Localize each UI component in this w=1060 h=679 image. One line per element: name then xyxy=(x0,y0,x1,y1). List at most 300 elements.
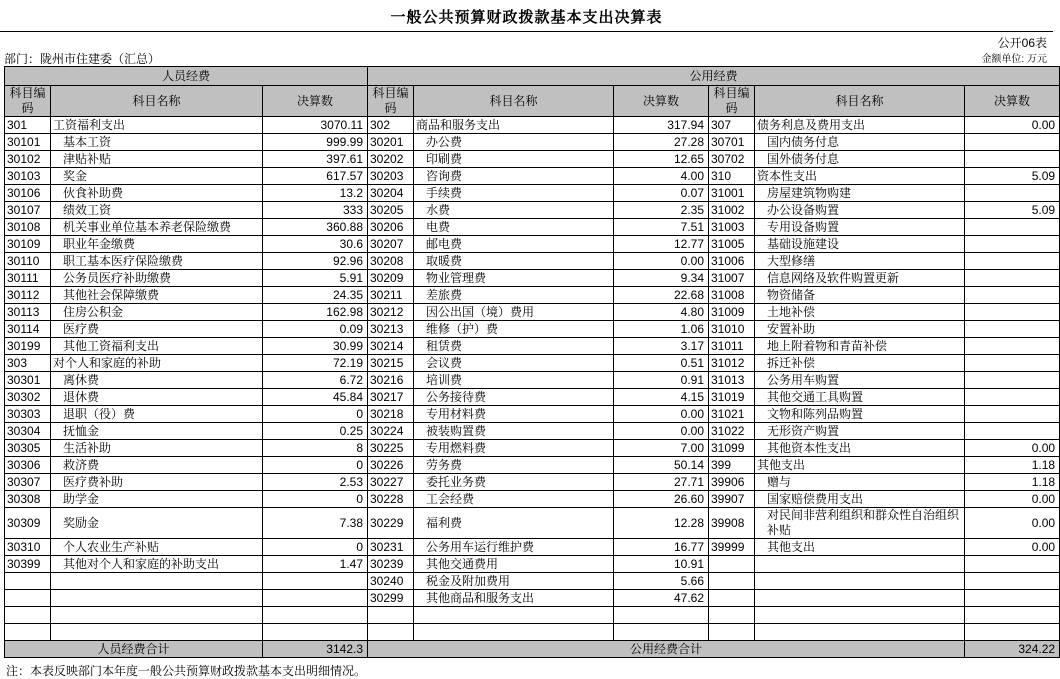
cell-name: 大型修缮 xyxy=(755,253,965,270)
cell-code xyxy=(5,624,51,641)
table-row xyxy=(5,304,1060,321)
group-header-personnel: 人员经费 xyxy=(5,67,368,86)
cell-code: 30199 xyxy=(5,338,51,355)
cell-value: 1.18 xyxy=(965,474,1060,491)
cell-name: 住房公积金 xyxy=(51,304,263,321)
cell-code: 301 xyxy=(5,117,51,134)
cell-value xyxy=(965,624,1060,641)
cell-code: 30113 xyxy=(5,304,51,321)
cell-value xyxy=(965,590,1060,607)
cell-code xyxy=(709,590,755,607)
cell-code: 30201 xyxy=(368,134,414,151)
cell-value xyxy=(965,185,1060,202)
cell-value: 72.19 xyxy=(263,355,368,372)
cell-code: 30310 xyxy=(5,539,51,556)
cell-name: 维修（护）费 xyxy=(414,321,614,338)
group-header-public: 公用经费 xyxy=(368,67,1060,86)
cell-name: 公务员医疗补助缴费 xyxy=(51,270,263,287)
cell-code: 39906 xyxy=(709,474,755,491)
col-header-name: 科目名称 xyxy=(414,86,614,117)
table-row xyxy=(5,219,1060,236)
cell-code: 30212 xyxy=(368,304,414,321)
personnel-total-value: 3142.3 xyxy=(263,641,368,658)
cell-value: 12.28 xyxy=(614,508,709,539)
cell-value: 9.34 xyxy=(614,270,709,287)
cell-value: 0.25 xyxy=(263,423,368,440)
cell-value: 0 xyxy=(263,406,368,423)
cell-name: 生活补助 xyxy=(51,440,263,457)
cell-code: 30102 xyxy=(5,151,51,168)
cell-value xyxy=(965,389,1060,406)
cell-value: 10.91 xyxy=(614,556,709,573)
cell-code: 30112 xyxy=(5,287,51,304)
cell-name: 奖励金 xyxy=(51,508,263,539)
cell-name: 公务用车购置 xyxy=(755,372,965,389)
cell-value: 1.06 xyxy=(614,321,709,338)
cell-value: 12.77 xyxy=(614,236,709,253)
cell-code: 30240 xyxy=(368,573,414,590)
cell-name: 咨询费 xyxy=(414,168,614,185)
cell-value: 1.18 xyxy=(965,457,1060,474)
cell-name: 职工基本医疗保险缴费 xyxy=(51,253,263,270)
cell-code xyxy=(709,556,755,573)
cell-name: 国外债务付息 xyxy=(755,151,965,168)
cell-name: 救济费 xyxy=(51,457,263,474)
cell-code xyxy=(368,624,414,641)
cell-name: 邮电费 xyxy=(414,236,614,253)
cell-name: 安置补助 xyxy=(755,321,965,338)
cell-name: 其他对个人和家庭的补助支出 xyxy=(51,556,263,573)
cell-name: 津贴补贴 xyxy=(51,151,263,168)
cell-name: 对民间非营利组织和群众性自治组织补贴 xyxy=(755,508,965,539)
personnel-total-label: 人员经费合计 xyxy=(5,641,263,658)
cell-value: 0.00 xyxy=(965,491,1060,508)
cell-code: 31005 xyxy=(709,236,755,253)
cell-value: 22.68 xyxy=(614,287,709,304)
cell-name: 医疗费 xyxy=(51,321,263,338)
col-header-name: 科目名称 xyxy=(755,86,965,117)
cell-value: 0 xyxy=(263,457,368,474)
cell-value: 7.51 xyxy=(614,219,709,236)
cell-name: 个人农业生产补贴 xyxy=(51,539,263,556)
cell-name xyxy=(755,573,965,590)
cell-value xyxy=(965,406,1060,423)
cell-code: 31019 xyxy=(709,389,755,406)
cell-value: 0 xyxy=(263,539,368,556)
cell-value: 0.00 xyxy=(614,253,709,270)
cell-code: 30305 xyxy=(5,440,51,457)
cell-code: 39999 xyxy=(709,539,755,556)
cell-value xyxy=(614,607,709,624)
cell-code: 30107 xyxy=(5,202,51,219)
public-total-label: 公用经费合计 xyxy=(368,641,965,658)
cell-code: 30307 xyxy=(5,474,51,491)
cell-code xyxy=(5,573,51,590)
col-header-value: 决算数 xyxy=(263,86,368,117)
table-row xyxy=(5,287,1060,304)
cell-name: 商品和服务支出 xyxy=(414,117,614,134)
cell-value xyxy=(263,573,368,590)
totals-row xyxy=(5,641,1060,658)
table-row xyxy=(5,151,1060,168)
cell-value xyxy=(965,355,1060,372)
cell-name: 国家赔偿费用支出 xyxy=(755,491,965,508)
cell-name xyxy=(414,607,614,624)
cell-name: 专用材料费 xyxy=(414,406,614,423)
cell-value: 92.96 xyxy=(263,253,368,270)
cell-code: 30205 xyxy=(368,202,414,219)
cell-value: 0.00 xyxy=(614,423,709,440)
cell-code: 30207 xyxy=(368,236,414,253)
table-row xyxy=(5,355,1060,372)
cell-code: 30109 xyxy=(5,236,51,253)
cell-name: 培训费 xyxy=(414,372,614,389)
cell-value xyxy=(965,287,1060,304)
cell-value xyxy=(965,556,1060,573)
cell-code: 30306 xyxy=(5,457,51,474)
cell-code: 31002 xyxy=(709,202,755,219)
cell-code xyxy=(709,624,755,641)
cell-value xyxy=(965,219,1060,236)
table-row xyxy=(5,117,1060,134)
cell-code: 39908 xyxy=(709,508,755,539)
cell-name: 土地补偿 xyxy=(755,304,965,321)
cell-code: 307 xyxy=(709,117,755,134)
report-meta xyxy=(0,32,1053,66)
cell-code: 30239 xyxy=(368,556,414,573)
cell-name: 公务接待费 xyxy=(414,389,614,406)
table-row xyxy=(5,202,1060,219)
cell-value: 50.14 xyxy=(614,457,709,474)
cell-value: 4.80 xyxy=(614,304,709,321)
cell-name xyxy=(414,624,614,641)
cell-value: 6.72 xyxy=(263,372,368,389)
cell-value: 0.00 xyxy=(965,508,1060,539)
cell-code: 30216 xyxy=(368,372,414,389)
cell-name: 离休费 xyxy=(51,372,263,389)
cell-name: 资本性支出 xyxy=(755,168,965,185)
table-row xyxy=(5,338,1060,355)
table-row xyxy=(5,253,1060,270)
cell-name: 对个人和家庭的补助 xyxy=(51,355,263,372)
cell-name: 会议费 xyxy=(414,355,614,372)
cell-value: 4.00 xyxy=(614,168,709,185)
cell-name xyxy=(51,573,263,590)
cell-name: 印刷费 xyxy=(414,151,614,168)
cell-value: 0.00 xyxy=(614,406,709,423)
cell-value xyxy=(965,573,1060,590)
cell-value: 617.57 xyxy=(263,168,368,185)
budget-table xyxy=(4,66,1060,658)
cell-code: 31001 xyxy=(709,185,755,202)
cell-code: 30303 xyxy=(5,406,51,423)
cell-code: 31009 xyxy=(709,304,755,321)
cell-code: 30299 xyxy=(368,590,414,607)
cell-value xyxy=(965,607,1060,624)
col-header-value: 决算数 xyxy=(614,86,709,117)
cell-code: 30701 xyxy=(709,134,755,151)
cell-value: 397.61 xyxy=(263,151,368,168)
table-row xyxy=(5,372,1060,389)
cell-code xyxy=(709,573,755,590)
cell-value xyxy=(965,253,1060,270)
cell-name: 因公出国（境）费用 xyxy=(414,304,614,321)
cell-name: 办公设备购置 xyxy=(755,202,965,219)
cell-value: 333 xyxy=(263,202,368,219)
cell-code: 30218 xyxy=(368,406,414,423)
cell-code: 30114 xyxy=(5,321,51,338)
cell-value: 0.91 xyxy=(614,372,709,389)
cell-code: 30213 xyxy=(368,321,414,338)
cell-value: 3070.11 xyxy=(263,117,368,134)
cell-value: 5.91 xyxy=(263,270,368,287)
cell-code: 31099 xyxy=(709,440,755,457)
table-row xyxy=(5,134,1060,151)
table-row xyxy=(5,423,1060,440)
cell-value: 2.35 xyxy=(614,202,709,219)
cell-name: 差旅费 xyxy=(414,287,614,304)
table-row xyxy=(5,624,1060,641)
cell-code: 30301 xyxy=(5,372,51,389)
cell-name: 抚恤金 xyxy=(51,423,263,440)
cell-value: 317.94 xyxy=(614,117,709,134)
cell-value: 30.6 xyxy=(263,236,368,253)
table-row xyxy=(5,573,1060,590)
cell-name: 其他工资福利支出 xyxy=(51,338,263,355)
cell-code: 30228 xyxy=(368,491,414,508)
table-row xyxy=(5,539,1060,556)
cell-value: 7.38 xyxy=(263,508,368,539)
cell-name: 医疗费补助 xyxy=(51,474,263,491)
table-row xyxy=(5,491,1060,508)
cell-name xyxy=(755,556,965,573)
table-row xyxy=(5,236,1060,253)
cell-name: 劳务费 xyxy=(414,457,614,474)
cell-code: 30101 xyxy=(5,134,51,151)
cell-code: 30215 xyxy=(368,355,414,372)
cell-value: 12.65 xyxy=(614,151,709,168)
cell-code xyxy=(5,607,51,624)
cell-code: 30111 xyxy=(5,270,51,287)
cell-name: 其他商品和服务支出 xyxy=(414,590,614,607)
cell-value: 45.84 xyxy=(263,389,368,406)
cell-code: 30304 xyxy=(5,423,51,440)
cell-code: 31010 xyxy=(709,321,755,338)
cell-code: 302 xyxy=(368,117,414,134)
department-line xyxy=(4,50,160,67)
cell-name: 水费 xyxy=(414,202,614,219)
cell-name: 退休费 xyxy=(51,389,263,406)
cell-name: 其他支出 xyxy=(755,457,965,474)
cell-value xyxy=(965,304,1060,321)
cell-name: 债务利息及费用支出 xyxy=(755,117,965,134)
table-row xyxy=(5,168,1060,185)
cell-code: 30308 xyxy=(5,491,51,508)
cell-value: 5.09 xyxy=(965,202,1060,219)
cell-name: 房屋建筑物购建 xyxy=(755,185,965,202)
cell-name: 无形资产购置 xyxy=(755,423,965,440)
cell-value: 3.17 xyxy=(614,338,709,355)
cell-name: 工资福利支出 xyxy=(51,117,263,134)
cell-code: 30203 xyxy=(368,168,414,185)
cell-value: 13.2 xyxy=(263,185,368,202)
cell-value: 4.15 xyxy=(614,389,709,406)
cell-code: 30211 xyxy=(368,287,414,304)
cell-value: 47.62 xyxy=(614,590,709,607)
cell-value: 1.47 xyxy=(263,556,368,573)
cell-value: 27.28 xyxy=(614,134,709,151)
cell-name: 其他资本性支出 xyxy=(755,440,965,457)
col-header-value: 决算数 xyxy=(965,86,1060,117)
cell-name: 工会经费 xyxy=(414,491,614,508)
cell-code: 30217 xyxy=(368,389,414,406)
cell-value xyxy=(965,372,1060,389)
department-label: 部门： xyxy=(4,52,41,66)
cell-code xyxy=(368,607,414,624)
cell-code xyxy=(709,607,755,624)
table-row xyxy=(5,457,1060,474)
cell-value: 162.98 xyxy=(263,304,368,321)
col-header-name: 科目名称 xyxy=(51,86,263,117)
col-header-code: 科目编码 xyxy=(709,86,755,117)
cell-value xyxy=(965,134,1060,151)
cell-value xyxy=(965,151,1060,168)
table-row xyxy=(5,508,1060,539)
footnote: 注：本表反映部门本年度一般公共预算财政拨款基本支出明细情况。 xyxy=(6,664,367,678)
cell-name: 奖金 xyxy=(51,168,263,185)
cell-value: 30.99 xyxy=(263,338,368,355)
cell-name: 租赁费 xyxy=(414,338,614,355)
cell-code: 303 xyxy=(5,355,51,372)
table-row xyxy=(5,270,1060,287)
cell-name: 物资储备 xyxy=(755,287,965,304)
cell-code: 30224 xyxy=(368,423,414,440)
cell-code: 30208 xyxy=(368,253,414,270)
cell-name: 福利费 xyxy=(414,508,614,539)
cell-value: 26.60 xyxy=(614,491,709,508)
cell-value xyxy=(614,624,709,641)
cell-value: 7.00 xyxy=(614,440,709,457)
cell-code: 30226 xyxy=(368,457,414,474)
cell-name: 专用设备购置 xyxy=(755,219,965,236)
cell-name: 其他社会保障缴费 xyxy=(51,287,263,304)
cell-name: 物业管理费 xyxy=(414,270,614,287)
cell-name: 取暖费 xyxy=(414,253,614,270)
cell-code: 31013 xyxy=(709,372,755,389)
cell-name: 被装购置费 xyxy=(414,423,614,440)
cell-name xyxy=(51,607,263,624)
cell-code: 30206 xyxy=(368,219,414,236)
cell-value: 360.88 xyxy=(263,219,368,236)
cell-name: 税金及附加费用 xyxy=(414,573,614,590)
department-value: 陇州市住建委（汇总） xyxy=(40,52,161,66)
cell-name: 伙食补助费 xyxy=(51,185,263,202)
table-row xyxy=(5,607,1060,624)
cell-name: 文物和陈列品购置 xyxy=(755,406,965,423)
cell-name xyxy=(755,590,965,607)
cell-value xyxy=(965,270,1060,287)
public-total-value: 324.22 xyxy=(965,641,1060,658)
cell-code: 310 xyxy=(709,168,755,185)
cell-code: 31012 xyxy=(709,355,755,372)
table-row xyxy=(5,389,1060,406)
cell-name: 办公费 xyxy=(414,134,614,151)
cell-value: 8 xyxy=(263,440,368,457)
cell-value xyxy=(965,236,1060,253)
cell-name: 电费 xyxy=(414,219,614,236)
cell-code: 31008 xyxy=(709,287,755,304)
cell-code: 30309 xyxy=(5,508,51,539)
cell-name xyxy=(755,607,965,624)
cell-name: 机关事业单位基本养老保险缴费 xyxy=(51,219,263,236)
cell-name: 公务用车运行维护费 xyxy=(414,539,614,556)
cell-name xyxy=(51,590,263,607)
cell-name: 绩效工资 xyxy=(51,202,263,219)
cell-value: 5.09 xyxy=(965,168,1060,185)
cell-name xyxy=(51,624,263,641)
page-title: 一般公共预算财政拨款基本支出决算表 xyxy=(390,9,663,26)
cell-code: 30229 xyxy=(368,508,414,539)
cell-name: 基础设施建设 xyxy=(755,236,965,253)
cell-value: 0 xyxy=(263,491,368,508)
cell-code: 31007 xyxy=(709,270,755,287)
cell-name: 委托业务费 xyxy=(414,474,614,491)
cell-code: 30106 xyxy=(5,185,51,202)
col-header-code: 科目编码 xyxy=(5,86,51,117)
cell-name: 助学金 xyxy=(51,491,263,508)
cell-code: 31011 xyxy=(709,338,755,355)
cell-name: 手续费 xyxy=(414,185,614,202)
cell-name: 拆迁补偿 xyxy=(755,355,965,372)
cell-code: 30103 xyxy=(5,168,51,185)
cell-name: 赠与 xyxy=(755,474,965,491)
cell-name: 信息网络及软件购置更新 xyxy=(755,270,965,287)
cell-value: 24.35 xyxy=(263,287,368,304)
table-row xyxy=(5,406,1060,423)
cell-value: 0.07 xyxy=(614,185,709,202)
cell-code: 30702 xyxy=(709,151,755,168)
cell-code: 30399 xyxy=(5,556,51,573)
cell-value xyxy=(263,624,368,641)
cell-code: 30202 xyxy=(368,151,414,168)
cell-code: 30108 xyxy=(5,219,51,236)
cell-code: 31006 xyxy=(709,253,755,270)
cell-code: 30204 xyxy=(368,185,414,202)
cell-value xyxy=(263,590,368,607)
cell-name: 地上附着物和青苗补偿 xyxy=(755,338,965,355)
cell-name xyxy=(755,624,965,641)
cell-value: 0.00 xyxy=(965,539,1060,556)
col-header-code: 科目编码 xyxy=(368,86,414,117)
cell-value: 0.00 xyxy=(965,440,1060,457)
cell-code: 39907 xyxy=(709,491,755,508)
cell-code: 30214 xyxy=(368,338,414,355)
cell-value: 27.71 xyxy=(614,474,709,491)
amount-unit: 金额单位: 万元 xyxy=(981,54,1047,65)
table-row xyxy=(5,440,1060,457)
table-row xyxy=(5,556,1060,573)
cell-code: 31003 xyxy=(709,219,755,236)
cell-name: 专用燃料费 xyxy=(414,440,614,457)
cell-code: 30227 xyxy=(368,474,414,491)
cell-name: 其他交通工具购置 xyxy=(755,389,965,406)
form-number: 公开06表 xyxy=(997,36,1047,50)
cell-value: 0.51 xyxy=(614,355,709,372)
cell-value: 0.09 xyxy=(263,321,368,338)
cell-value: 5.66 xyxy=(614,573,709,590)
cell-name: 基本工资 xyxy=(51,134,263,151)
cell-code: 399 xyxy=(709,457,755,474)
